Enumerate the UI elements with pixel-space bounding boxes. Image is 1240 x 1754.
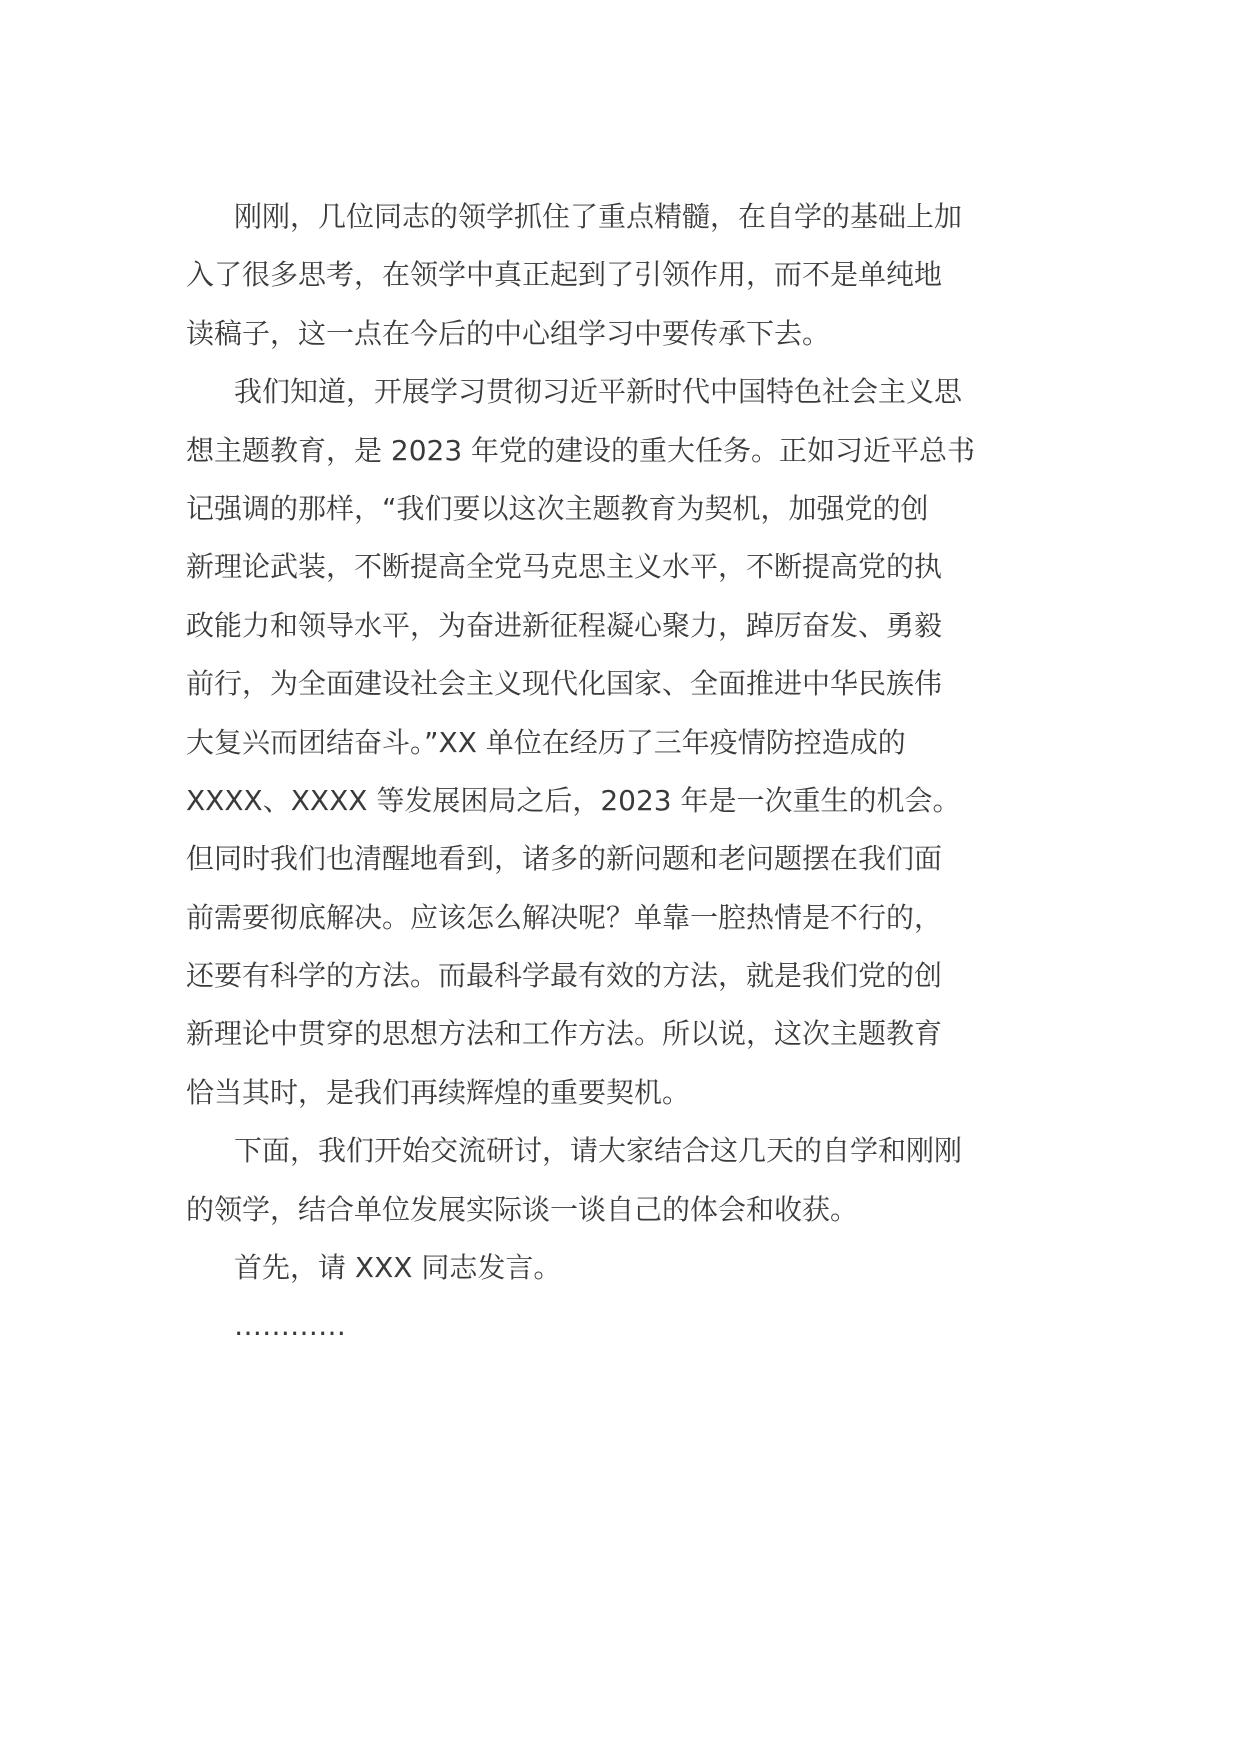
text-line: 前需要彻底解决。应该怎么解决呢？单靠一腔热情是不行的， xyxy=(186,900,943,934)
paragraph-ellipsis xyxy=(138,1297,972,1355)
text-line: 新理论中贯穿的思想方法和工作方法。所以说，这次主题教育 xyxy=(186,1017,943,1051)
paragraph-opening-remarks xyxy=(138,188,972,363)
text-line: 读稿子，这一点在今后的中心组学习中要传承下去。 xyxy=(186,316,831,350)
text-line: 刚刚，几位同志的领学抓住了重点精髓，在自学的基础上加 xyxy=(234,200,963,233)
text-line: 前行，为全面建设社会主义现代化国家、全面推进中华民族伟 xyxy=(186,667,943,701)
text-line: 下面，我们开始交流研讨，请大家结合这几天的自学和刚刚 xyxy=(234,1134,963,1168)
text-line: 的领学，结合单位发展实际谈一谈自己的体会和收获。 xyxy=(186,1192,859,1226)
text-line: 政能力和领导水平，为奋进新征程凝心聚力，踔厉奋发、勇毅 xyxy=(186,608,943,642)
text-line: 恰当其时，是我们再续辉煌的重要契机。 xyxy=(186,1075,691,1109)
document-body xyxy=(138,188,976,1356)
text-line: 记强调的那样，“我们要以这次主题教育为契机，加强党的创 xyxy=(186,491,929,525)
text-line: 首先，请 XXX 同志发言。 xyxy=(234,1251,562,1285)
text-line: 新理论武装，不断提高全党马克思主义水平，不断提高党的执 xyxy=(186,550,943,584)
paragraph-theme-education xyxy=(138,363,976,1122)
text-line: 但同时我们也清醒地看到，诸多的新问题和老问题摆在我们面 xyxy=(186,842,943,876)
text-line: 入了很多思考，在领学中真正起到了引领作用，而不是单纯地 xyxy=(186,258,943,292)
paragraph-discussion-intro xyxy=(138,1122,972,1239)
text-line: 我们知道，开展学习贯彻习近平新时代中国特色社会主义思 xyxy=(234,375,963,409)
text-line: 想主题教育，是 2023 年党的建设的重大任务。正如习近平总书 xyxy=(186,433,976,467)
text-line: ………… xyxy=(234,1309,346,1343)
paragraph-first-speaker xyxy=(138,1239,972,1297)
text-line: 大复兴而团结奋斗。”XX 单位在经历了三年疫情防控造成的 xyxy=(186,725,906,759)
text-line: 还要有科学的方法。而最科学最有效的方法，就是我们党的创 xyxy=(186,959,943,993)
text-line: XXXX、XXXX 等发展困局之后，2023 年是一次重生的机会。 xyxy=(186,783,961,817)
